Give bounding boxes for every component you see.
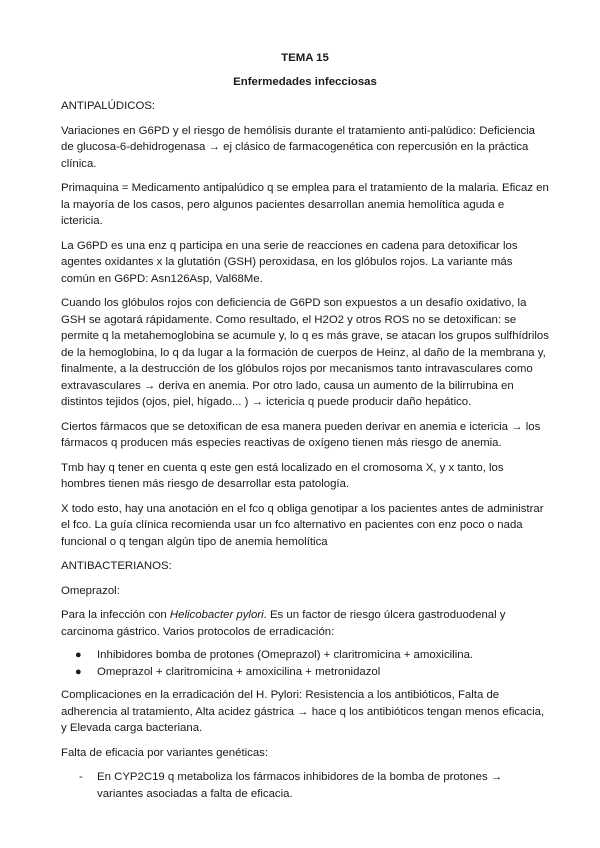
paragraph-oxidative-challenge: Cuando los glóbulos rojos con deficiencia de G6PD son expuestos a un desafío oxidativo, la GSH se agotará rápidamente. Como resultado, el H2O2 y otros ROS no se detoxifican: se permite q la metahemoglobina se acumule y, lo q es más grave, se atacan los grupos sulfhídrilos de la hemoglobina, lo q da lugar a la formación de cuerpos de Heinz, al daño de la membrana y, finalmente, a la destrucción de los glóbulos rojos por mecanismos tanto intravasculares como extravasculares → deriva en anemia. Por otro lado, causa un aumento de la bilirrubina en distintos tejidos (ojos, piel, hígado... ) → ictericia q puede producir daño hepático. bbox=[61, 297, 549, 408]
list-item-text: En CYP2C19 q metaboliza los fármacos inhibidores de la bomba de protones → variantes asociadas a falta de eficacia. bbox=[97, 771, 503, 800]
paragraph-genetic-variants: Falta de eficacia por variantes genéticas: bbox=[61, 746, 269, 759]
list-item-text: Omeprazol + claritromicina + amoxicilina + metronidazol bbox=[97, 665, 381, 678]
paragraph-helicobacter-end: . Es un factor de riesgo úlcera gastroduodenal y carcinoma gástrico. Varios protocolos de erradicación: bbox=[61, 609, 506, 638]
bullet-dot-icon: ● bbox=[75, 665, 82, 678]
paragraph-genotyping: X todo esto, hay una anotación en el fco q obliga genotipar a los pacientes antes de administrar el fco. La guía clínica recomienda usar un fco alternativo en pacientes con enz poco o nada funcional o q tengan algún tipo de anemia hemolítica bbox=[61, 502, 544, 548]
list-item bbox=[61, 664, 549, 681]
paragraph-drugs-detox: Ciertos fármacos que se detoxifican de esa manera pueden derivar en anemia e ictericia → los fármacos q producen más especies reactivas de oxígeno tienen más riesgo de anemia. bbox=[61, 420, 541, 449]
eradication-protocols-list bbox=[61, 647, 549, 680]
section-heading-antibacterianos: ANTIBACTERIANOS: bbox=[61, 560, 172, 572]
section-heading-antipaludicos: ANTIPALÚDICOS: bbox=[61, 100, 156, 112]
dash-mark: - bbox=[79, 771, 83, 783]
document-subtitle: Enfermedades infecciosas bbox=[233, 75, 377, 88]
document-body bbox=[61, 50, 549, 802]
helicobacter-species-name: Helicobacter pylori bbox=[169, 609, 264, 621]
list-item bbox=[61, 769, 549, 802]
document-title: TEMA 15 bbox=[281, 52, 329, 64]
bullet-dot-icon: ● bbox=[75, 649, 82, 661]
paragraph-g6pd-variations: Variaciones en G6PD y el riesgo de hemólisis durante el tratamiento anti-palúdico: Deficiencia de glucosa-6-dehidrogenasa → ej clásico de farmacogenética con repercusión en la práctica clínica. bbox=[61, 124, 536, 170]
paragraph-helicobacter bbox=[61, 607, 549, 640]
list-item bbox=[61, 647, 549, 664]
paragraph-complications: Complicaciones en la erradicación del H. Pylori: Resistencia a los antibióticos, Falta de adherencia al tratamiento, Alta acidez gástrica → hace q los antibióticos tengan menos eficacia, y Elevada carga bacteriana. bbox=[61, 689, 545, 734]
genetic-variants-list bbox=[61, 769, 549, 802]
paragraph-helicobacter-start: Para la infección con bbox=[61, 609, 170, 621]
paragraph-chromosome-x: Tmb hay q tener en cuenta q este gen está localizado en el cromosoma X, y x tanto, los hombres tienen más riesgo de desarrollar esta patología. bbox=[61, 461, 504, 490]
paragraph-g6pd-enzyme: La G6PD es una enz q participa en una serie de reacciones en cadena para detoxificar los agentes oxidantes x la glutatión (GSH) peroxidasa, en los glóbulos rojos. La variante más común en G6PD: Asn126Asp, Val68Me. bbox=[61, 239, 518, 285]
paragraph-primaquina: Primaquina = Medicamento antipalúdico q se emplea para el tratamiento de la malaria. Eficaz en la mayoría de los casos, pero algunos pacientes desarrollan anemia hemolítica aguda e ictericia. bbox=[61, 182, 549, 227]
list-item-text: Inhibidores bomba de protones (Omeprazol) + claritromicina + amoxicilina. bbox=[97, 649, 474, 661]
omeprazol-heading: Omeprazol: bbox=[61, 584, 120, 597]
